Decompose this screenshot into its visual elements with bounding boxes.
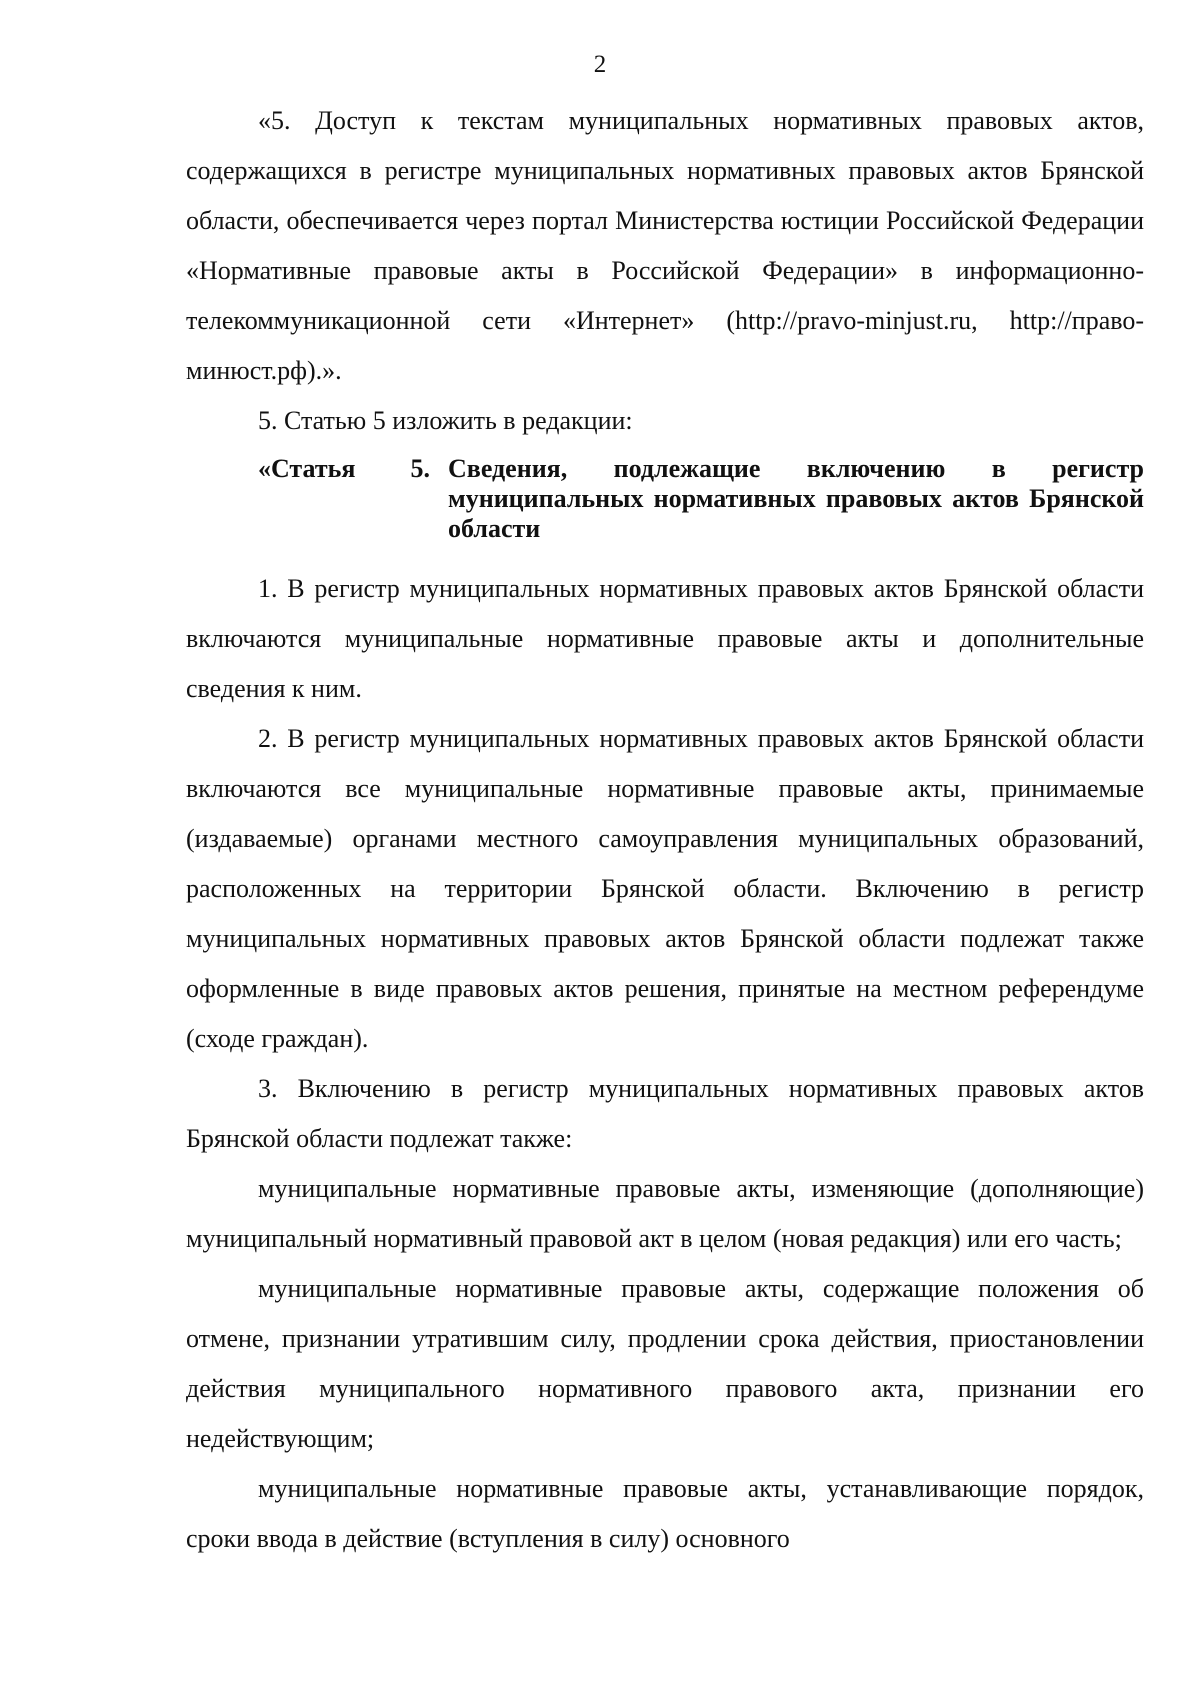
paragraph-access-to-texts: «5. Доступ к текстам муниципальных нормативных правовых актов, содержащихся в регистре муниципальных нормативных правовых актов Брянской области, обеспечивается через портал Министерства юстиции Российской Федерации «Нормативные правовые акты в Российской Федерации» в информационно-телекоммуникационной сети «Интернет» (http://pravo-minjust.ru, http://право-минюст.рф).». xyxy=(186,106,1144,385)
paragraph-clause-3: 3. Включению в регистр муниципальных нормативных правовых актов Брянской области подлежат также: xyxy=(186,1074,1144,1153)
paragraph-clause-1: 1. В регистр муниципальных нормативных правовых актов Брянской области включаются муниципальные нормативные правовые акты и дополнительные сведения к ним. xyxy=(186,574,1144,703)
page-number: 2 xyxy=(593,51,607,78)
paragraph-amend-article-5: 5. Статью 5 изложить в редакции: xyxy=(258,406,633,435)
article-label xyxy=(258,454,448,544)
article-heading xyxy=(186,454,1144,544)
paragraph-clause-2: 2. В регистр муниципальных нормативных правовых актов Брянской области включаются все муниципальные нормативные правовые акты, принимаемые (издаваемые) органами местного самоуправления муниципальных образований, расположенных на территории Брянской области. Включению в регистр муниципальных нормативных правовых актов Брянской области подлежат также оформленные в виде правовых актов решения, принятые на местном референдуме (сходе граждан). xyxy=(186,724,1144,1053)
article-label-word: «Статья xyxy=(258,454,356,483)
article-label-number: 5. xyxy=(410,454,430,483)
document-body xyxy=(186,96,1144,1564)
paragraph-clause-3-item-repealing: муниципальные нормативные правовые акты, содержащие положения об отмене, признании утратившим силу, продлении срока действия, приостановлении действия муниципального нормативного правового акта, признании его недействующим; xyxy=(186,1274,1144,1453)
paragraph-clause-3-item-amending: муниципальные нормативные правовые акты, изменяющие (дополняющие) муниципальный нормативный правовой акт в целом (новая редакция) или его часть; xyxy=(186,1174,1144,1253)
paragraph-clause-3-item-entry-into-force: муниципальные нормативные правовые акты, устанавливающие порядок, сроки ввода в действие (вступления в силу) основного xyxy=(186,1474,1144,1553)
article-title: Сведения, подлежащие включению в регистр муниципальных нормативных правовых актов Брянской области xyxy=(448,454,1144,543)
